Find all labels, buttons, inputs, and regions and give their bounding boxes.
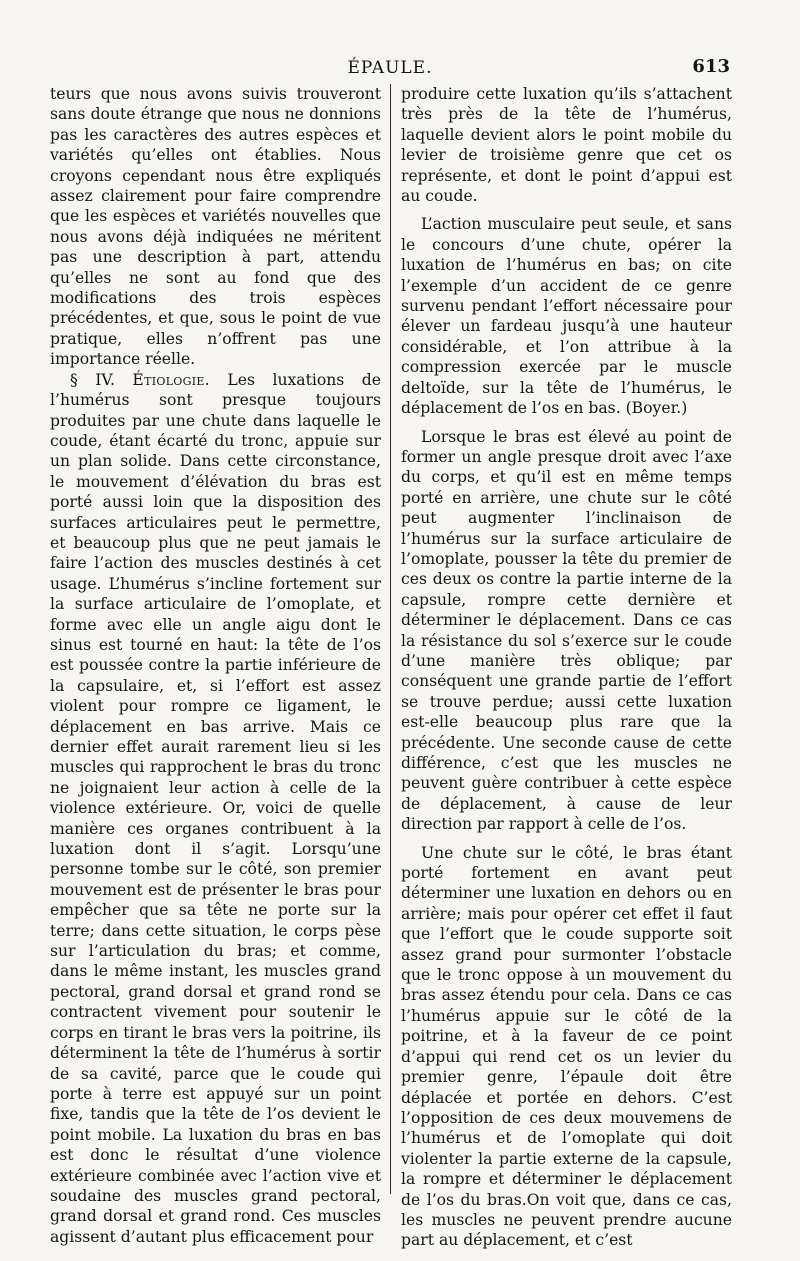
paragraph: Lorsque le bras est élevé au point de former un angle presque droit avec l’axe du corps, et qu’il est en même temps porté en arrière, une chute sur le côté peut augmenter l’inclinaison de l’humérus sur la surface articulaire de l’omoplate, pousser la tête du premier de ces deux os contre la partie interne de la capsule, rompre cette dernière et déterminer le déplacement. Dans ce cas la résistance du sol s’exerce sur le coude d’une manière très oblique; par conséquent une grande partie de l’effort se trouve perdue; aussi cette luxation est-elle beaucoup plus rare que la précédente. Une seconde cause de cette différence, c’est que les muscles ne peuvent guère contribuer à cette espèce de déplacement, à cause de leur direction par rapport à celle de l’os. (401, 427, 732, 834)
right-column (401, 84, 732, 1251)
page-number: 613 (692, 56, 730, 77)
paragraph: Une chute sur le côté, le bras étant porté fortement en avant peut déterminer une luxation en dehors ou en arrière; mais pour opérer cet effet il faut que l’effort que le coude supporte soit assez grand pour surmonter l’obstacle que le tronc oppose à un mouvement du bras assez étendu pour cela. Dans ce cas l’humérus appuie sur le côté de la poitrine, et à la faveur de ce point d’appui qui rend cet os un levier du premier genre, l’épaule doit être déplacée et portée en dehors. C’est l’opposition de ces deux mouvemens de l’humérus et de l’omoplate qui doit violenter la partie externe de la capsule, la rompre et déterminer le déplacement de l’os du bras.On voit que, dans ce cas, les muscles ne peuvent prendre aucune part au déplacement, et c’est (401, 843, 732, 1250)
paragraph: produire cette luxation qu’ils s’attachent très près de la tête de l’humérus, laquelle devient alors le point mobile du levier de troisième genre que cet os représente, et dont le point d’appui est au coude. (401, 85, 732, 206)
paragraph: teurs que nous avons suivis trouveront sans doute étrange que nous ne donnions pas les caractères des autres espèces et variétés qu’elles ont établies. Nous croyons cependant nous être expliqués assez clairement pour faire comprendre que les espèces et variétés nouvelles que nous avons déjà indiquées ne méritent pas une description à part, attendu qu’elles ne sont au fond que des modifications des trois espèces précédentes, et que, sous le point de vue pratique, elles n’offrent pas une importance réelle. (50, 85, 381, 369)
etiology-paragraph (50, 370, 381, 1247)
left-column (50, 84, 381, 1247)
paragraph: L’action musculaire peut seule, et sans le concours d’une chute, opérer la luxation de l’humérus en bas; on cite l’exemple d’un accident de ce genre survenu pendant l’effort nécessaire pour élever un fardeau jusqu’à une hauteur considérable, et l’on attribue à la compression exercée par le muscle deltoïde, sur la tête de l’humérus, le déplacement de l’os en bas. (Boyer.) (401, 215, 732, 418)
column-divider (390, 84, 391, 1194)
section-body: Les luxations de l’humérus sont presque toujours produites par une chute dans laquelle le coude, étant écarté du tronc, appuie sur un plan solide. Dans cette circonstance, le mouvement d’élévation du bras est porté aussi loin que la disposition des surfaces articulaires peut le permettre, et beaucoup plus que ne peut jamais le faire l’action des muscles destinés à cet usage. L’humérus s’incline fortement sur la surface articulaire de l’omoplate, et forme avec elle un angle aigu dont le sinus est tourné en haut: la tête de l’os est poussée contre la partie inférieure de la capsulaire, et, si l’effort est assez violent pour rompre ce ligament, le déplacement en bas arrive. Mais ce dernier effet aurait rarement lieu si les muscles qui rapprochent le bras du tronc ne joignaient leur action à celle de la violence extérieure. Or, voici de quelle manière ces organes contribuent à la luxation dont il s’agit. Lorsqu’une personne tombe sur le côté, son premier mouvement est de présenter le bras pour empêcher que sa tête ne porte sur la terre; dans cette situation, le corps pèse sur l’articulation du bras; et comme, dans le même instant, les muscles grand pectoral, grand dorsal et grand rond se contractent vivement pour soutenir le corps en tirant le bras vers la poitrine, ils déterminent la tête de l’humérus à sortir de sa cavité, parce que le coude qui porte à terre est appuyé sur un point fixe, tandis que la tête de l’os devient le point mobile. La luxation du bras en bas est donc le résultat d’une violence extérieure combinée avec l’action vive et soudaine des muscles grand pectoral, grand dorsal et grand rond. Ces muscles agissent d’autant plus efficacement pour (50, 370, 381, 1246)
page-header (50, 56, 730, 82)
text-columns (50, 84, 732, 1250)
section-number: § IV. (70, 370, 133, 389)
section-heading: Étiologie. (132, 370, 210, 389)
running-title: ÉPAULE. (347, 58, 433, 78)
